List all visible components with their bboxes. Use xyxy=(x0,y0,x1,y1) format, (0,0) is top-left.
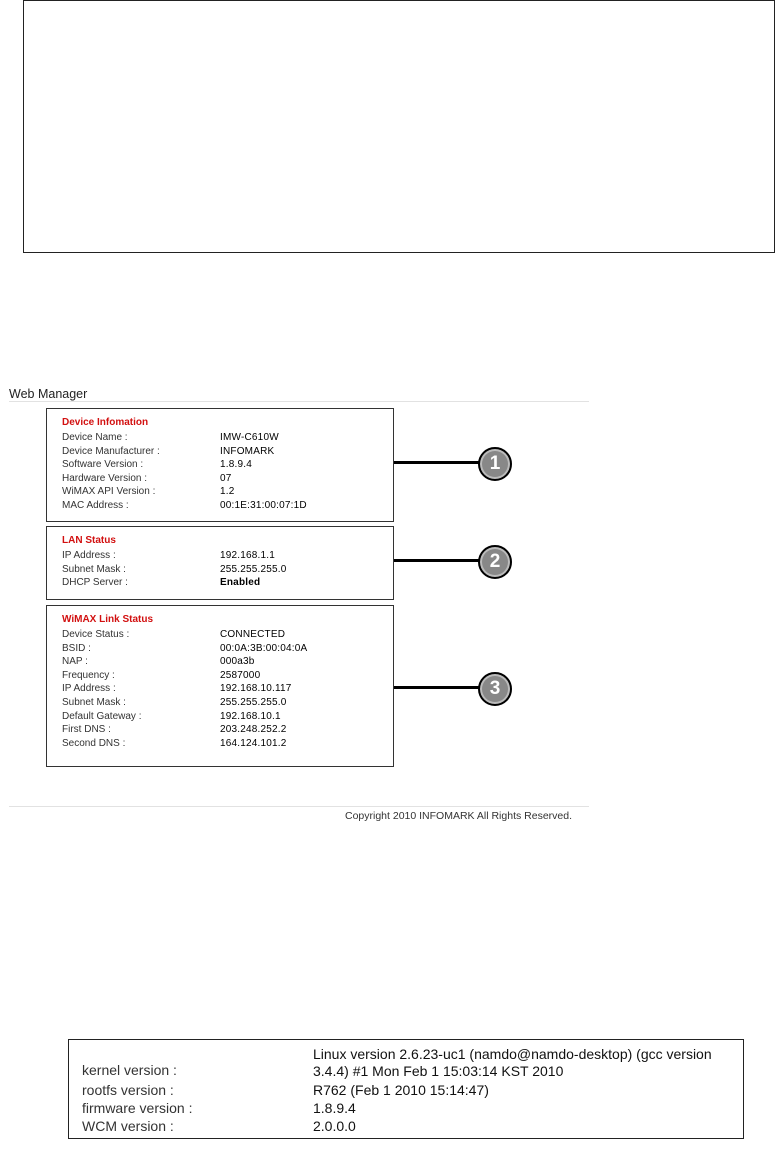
nap-value: 000a3b xyxy=(220,656,255,668)
device-status-label: Device Status : xyxy=(62,629,130,640)
wcm-version-value: 2.0.0.0 xyxy=(313,1118,356,1134)
page-title: Web Manager xyxy=(9,387,88,401)
header-divider xyxy=(9,401,589,402)
lan-subnet-label: Subnet Mask : xyxy=(62,563,126,575)
device-name-row xyxy=(62,431,393,445)
wimax-status-title: WiMAX Link Status xyxy=(62,614,154,625)
dhcp-server-value: Enabled xyxy=(220,577,261,589)
callout-badge-2: 2 xyxy=(478,545,512,579)
callout-badge-1: 1 xyxy=(478,447,512,481)
first-dns-row xyxy=(62,723,393,737)
device-manufacturer-label: Device Manufacturer : xyxy=(62,445,160,457)
first-dns-value: 203.248.252.2 xyxy=(220,724,287,736)
default-gateway-label: Default Gateway : xyxy=(62,710,142,722)
nap-row xyxy=(62,655,393,669)
device-manufacturer-row xyxy=(62,445,393,459)
wimax-subnet-label: Subnet Mask : xyxy=(62,696,126,708)
device-info-title: Device Infomation xyxy=(62,417,149,428)
firmware-version-value: 1.8.9.4 xyxy=(313,1100,356,1116)
device-name-value: IMW-C610W xyxy=(220,432,279,443)
footer-divider xyxy=(9,806,589,807)
hardware-version-value: 07 xyxy=(220,472,232,484)
callout-line-1 xyxy=(394,461,482,464)
mac-address-value: 00:1E:31:00:07:1D xyxy=(220,499,307,511)
frequency-value: 2587000 xyxy=(220,669,261,681)
firmware-version-label: firmware version : xyxy=(82,1100,193,1116)
default-gateway-row xyxy=(62,710,393,724)
mac-address-row xyxy=(62,499,393,513)
second-dns-label: Second DNS : xyxy=(62,737,126,749)
kernel-version-value: Linux version 2.6.23-uc1 (namdo@namdo-desktop) (gcc version 3.4.4) #1 Mon Feb 1 15:03:14 KST 2010 xyxy=(313,1046,712,1079)
wimax-ip-row xyxy=(62,682,393,696)
nap-label: NAP : xyxy=(62,656,88,668)
lan-subnet-value: 255.255.255.0 xyxy=(220,563,287,575)
wimax-api-version-value: 1.2 xyxy=(220,486,235,498)
frequency-label: Frequency : xyxy=(62,669,115,681)
wcm-version-label: WCM version : xyxy=(82,1118,174,1134)
default-gateway-value: 192.168.10.1 xyxy=(220,710,281,722)
lan-status-title: LAN Status xyxy=(62,535,116,546)
wimax-status-panel xyxy=(46,605,394,767)
kernel-version-label: kernel version : xyxy=(82,1062,177,1078)
rootfs-version-value: R762 (Feb 1 2010 15:14:47) xyxy=(313,1082,489,1098)
lan-subnet-row xyxy=(62,563,393,577)
lan-ip-value: 192.168.1.1 xyxy=(220,550,276,561)
rootfs-version-label: rootfs version : xyxy=(82,1082,174,1098)
callout-badge-3: 3 xyxy=(478,672,512,706)
lan-status-panel xyxy=(46,526,394,600)
second-dns-row xyxy=(62,737,393,751)
wimax-subnet-row xyxy=(62,696,393,710)
wimax-api-version-row xyxy=(62,485,393,499)
device-info-panel xyxy=(46,408,394,522)
software-version-label: Software Version : xyxy=(62,459,144,471)
callout-line-3 xyxy=(394,686,482,689)
hardware-version-row xyxy=(62,472,393,486)
software-version-row xyxy=(62,458,393,472)
bsid-row xyxy=(62,642,393,656)
first-dns-label: First DNS : xyxy=(62,724,111,736)
device-status-value: CONNECTED xyxy=(220,629,286,640)
bsid-value: 00:0A:3B:00:04:0A xyxy=(220,642,308,654)
dhcp-server-row xyxy=(62,576,393,590)
dhcp-server-label: DHCP Server : xyxy=(62,577,128,589)
lan-ip-label: IP Address : xyxy=(62,550,116,561)
device-manufacturer-value: INFOMARK xyxy=(220,445,275,457)
wimax-api-version-label: WiMAX API Version : xyxy=(62,486,156,498)
hardware-version-label: Hardware Version : xyxy=(62,472,148,484)
device-name-label: Device Name : xyxy=(62,432,128,443)
bsid-label: BSID : xyxy=(62,642,91,654)
wimax-subnet-value: 255.255.255.0 xyxy=(220,696,287,708)
callout-line-2 xyxy=(394,559,482,562)
second-dns-value: 164.124.101.2 xyxy=(220,737,287,749)
device-status-row xyxy=(62,628,393,642)
blank-frame xyxy=(23,0,775,253)
software-version-value: 1.8.9.4 xyxy=(220,459,252,471)
wimax-ip-value: 192.168.10.117 xyxy=(220,683,292,695)
mac-address-label: MAC Address : xyxy=(62,499,129,511)
version-info-box xyxy=(68,1039,744,1139)
copyright-text: Copyright 2010 INFOMARK All Rights Reserved. xyxy=(345,810,573,822)
lan-ip-row xyxy=(62,549,393,563)
wimax-ip-label: IP Address : xyxy=(62,683,116,695)
frequency-row xyxy=(62,669,393,683)
